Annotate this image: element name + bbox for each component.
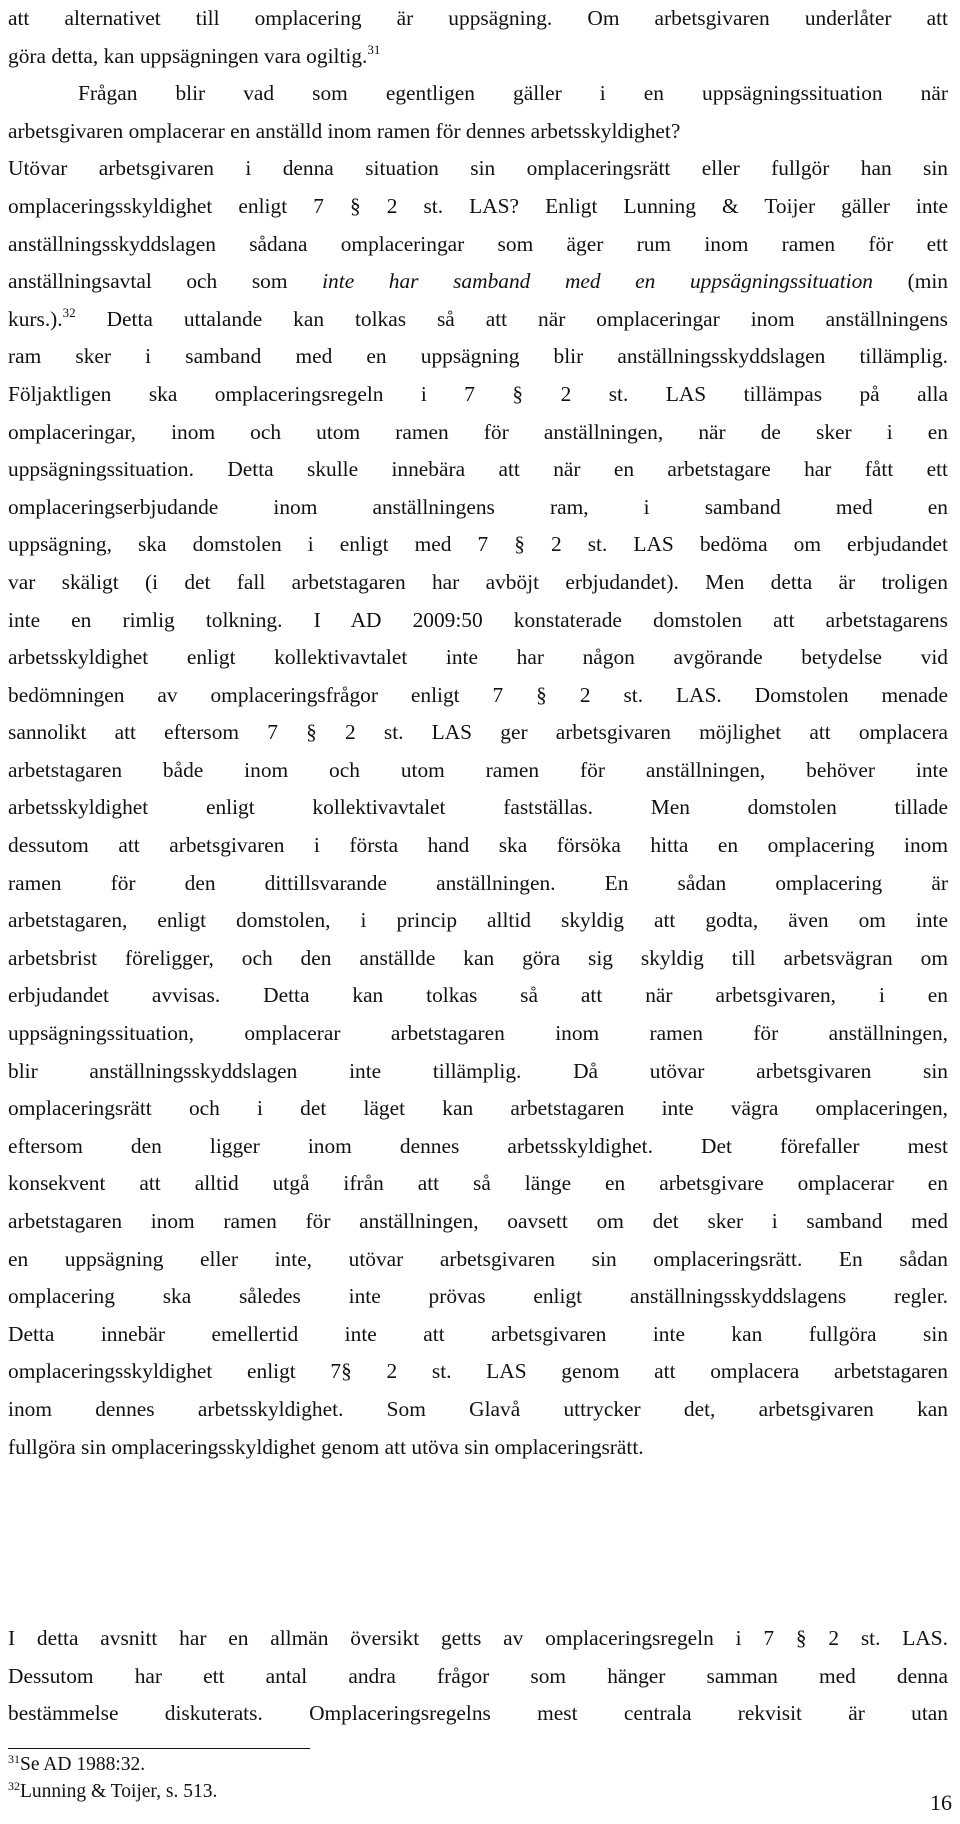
text-line: arbetstagaren både inom och utom ramen för anställningen, behöver inte — [8, 757, 948, 782]
footnote-reference-32[interactable]: 32 — [62, 304, 76, 320]
text-segment: kurs.). — [8, 306, 63, 331]
body-paragraph-1 — [8, 0, 948, 1466]
text-line: Dessutom har ett antal andra frågor som hänger samman med denna — [8, 1663, 948, 1688]
text-line: erbjudandet avvisas. Detta kan tolkas så att när arbetsgivaren, i en — [8, 983, 948, 1008]
text-line: inom dennes arbetsskyldighet. Som Glavå uttrycker det, arbetsgivaren kan — [8, 1396, 948, 1421]
footnote-text: Se AD 1988:32. — [20, 1754, 146, 1775]
text-line: arbetstagaren inom ramen för anställningen, oavsett om det sker i samband med — [8, 1209, 948, 1233]
text-line: arbetsgivaren omplacerar en anställd inom ramen för dennes arbetsskyldighet? — [8, 118, 681, 143]
text-line: arbetsskyldighet enligt kollektivavtalet fastställas. Men domstolen tillade — [8, 795, 948, 820]
italic-emphasis: inte har samband med en uppsägningssituation — [322, 269, 873, 294]
text-line: en uppsägning eller inte, utövar arbetsgivaren sin omplaceringsrätt. En sådan — [8, 1246, 948, 1271]
footnote-number: 32 — [8, 1779, 20, 1793]
footnote-separator — [8, 1748, 310, 1749]
text-line — [8, 38, 948, 76]
text-line: uppsägningssituation. Detta skulle innebära att när en arbetstagare har fått ett — [8, 457, 948, 482]
text-line — [8, 263, 948, 301]
footnote-number: 31 — [8, 1752, 20, 1766]
text-line — [8, 301, 948, 339]
footnote-reference-31[interactable]: 31 — [367, 41, 381, 57]
text-line: bedömningen av omplaceringsfrågor enligt 7 § 2 st. LAS. Domstolen menade — [8, 682, 948, 707]
text-line: inte en rimlig tolkning. I AD 2009:50 konstaterade domstolen att arbetstagarens — [8, 607, 948, 632]
text-segment: anställningsavtal och som — [8, 269, 323, 294]
text-line: anställningsskyddslagen sådana omplaceringar som äger rum inom ramen för ett — [8, 231, 948, 256]
text-line: uppsägning, ska domstolen i enligt med 7 § 2 st. LAS bedöma om erbjudandet — [8, 532, 948, 557]
text-line: omplacering ska således inte prövas enligt anställningsskyddslagens regler. — [8, 1284, 948, 1309]
footnote-31 — [8, 1752, 217, 1779]
text-line: bestämmelse diskuterats. Omplaceringsregelns mest centrala rekvisit är utan — [8, 1701, 948, 1726]
text-line: Frågan blir vad som egentligen gäller i en uppsägningssituation när — [78, 81, 948, 106]
text-line: att alternativet till omplacering är uppsägning. Om arbetsgivaren underlåter att — [8, 6, 948, 30]
text-line: arbetsbrist föreligger, och den anställde kan göra sig skyldig till arbetsvägran om — [8, 945, 948, 970]
text-line: blir anställningsskyddslagen inte tillämplig. Då utövar arbetsgivaren sin — [8, 1058, 948, 1083]
text-line: konsekvent att alltid utgå ifrån att så länge en arbetsgivare omplacerar en — [8, 1171, 948, 1196]
text-line: Följaktligen ska omplaceringsregeln i 7 § 2 st. LAS tillämpas på alla — [8, 381, 948, 406]
text-line: Detta innebär emellertid inte att arbetsgivaren inte kan fullgöra sin — [8, 1321, 948, 1346]
text-segment: Detta uttalande kan tolkas så att när omplaceringar inom anställningens — [75, 306, 948, 331]
text-line: arbetstagaren, enligt domstolen, i princip alltid skyldig att godta, även om inte — [8, 908, 948, 933]
text-segment: (min — [873, 269, 948, 294]
text-line: eftersom den ligger inom dennes arbetsskyldighet. Det förefaller mest — [8, 1133, 948, 1158]
text-segment: göra detta, kan uppsägningen vara ogiltig. — [8, 43, 368, 68]
text-line: uppsägningssituation, omplacerar arbetstagaren inom ramen för anställningen, — [8, 1021, 948, 1046]
text-line: sannolikt att eftersom 7 § 2 st. LAS ger arbetsgivaren möjlighet att omplacera — [8, 720, 948, 745]
text-line: Utövar arbetsgivaren i denna situation sin omplaceringsrätt eller fullgör han sin — [8, 156, 948, 181]
body-paragraph-2 — [8, 1620, 948, 1733]
text-line: fullgöra sin omplaceringsskyldighet genom att utöva sin omplaceringsrätt. — [8, 1434, 644, 1459]
text-line: omplaceringar, inom och utom ramen för anställningen, när de sker i en — [8, 419, 948, 444]
text-line: ram sker i samband med en uppsägning blir anställningsskyddslagen tillämplig. — [8, 344, 948, 369]
footnotes — [8, 1752, 217, 1806]
text-line: I detta avsnitt har en allmän översikt getts av omplaceringsregeln i 7 § 2 st. LAS. — [8, 1626, 948, 1650]
text-line: var skäligt (i det fall arbetstagaren har avböjt erbjudandet). Men detta är troligen — [8, 569, 948, 594]
text-line: dessutom att arbetsgivaren i första hand ska försöka hitta en omplacering inom — [8, 833, 948, 858]
text-line: omplaceringsrätt och i det läget kan arbetstagaren inte vägra omplaceringen, — [8, 1096, 948, 1121]
text-line: omplaceringsskyldighet enligt 7§ 2 st. LAS genom att omplacera arbetstagaren — [8, 1359, 948, 1384]
page-number: 16 — [930, 1790, 952, 1815]
text-line: arbetsskyldighet enligt kollektivavtalet inte har någon avgörande betydelse vid — [8, 645, 948, 670]
text-line: omplaceringserbjudande inom anställningens ram, i samband med en — [8, 494, 948, 519]
text-line: ramen för den dittillsvarande anställningen. En sådan omplacering är — [8, 870, 948, 895]
footnote-text: Lunning & Toijer, s. 513. — [20, 1781, 218, 1802]
text-line: omplaceringsskyldighet enligt 7 § 2 st. LAS? Enligt Lunning & Toijer gäller inte — [8, 193, 948, 218]
footnote-32 — [8, 1779, 217, 1806]
